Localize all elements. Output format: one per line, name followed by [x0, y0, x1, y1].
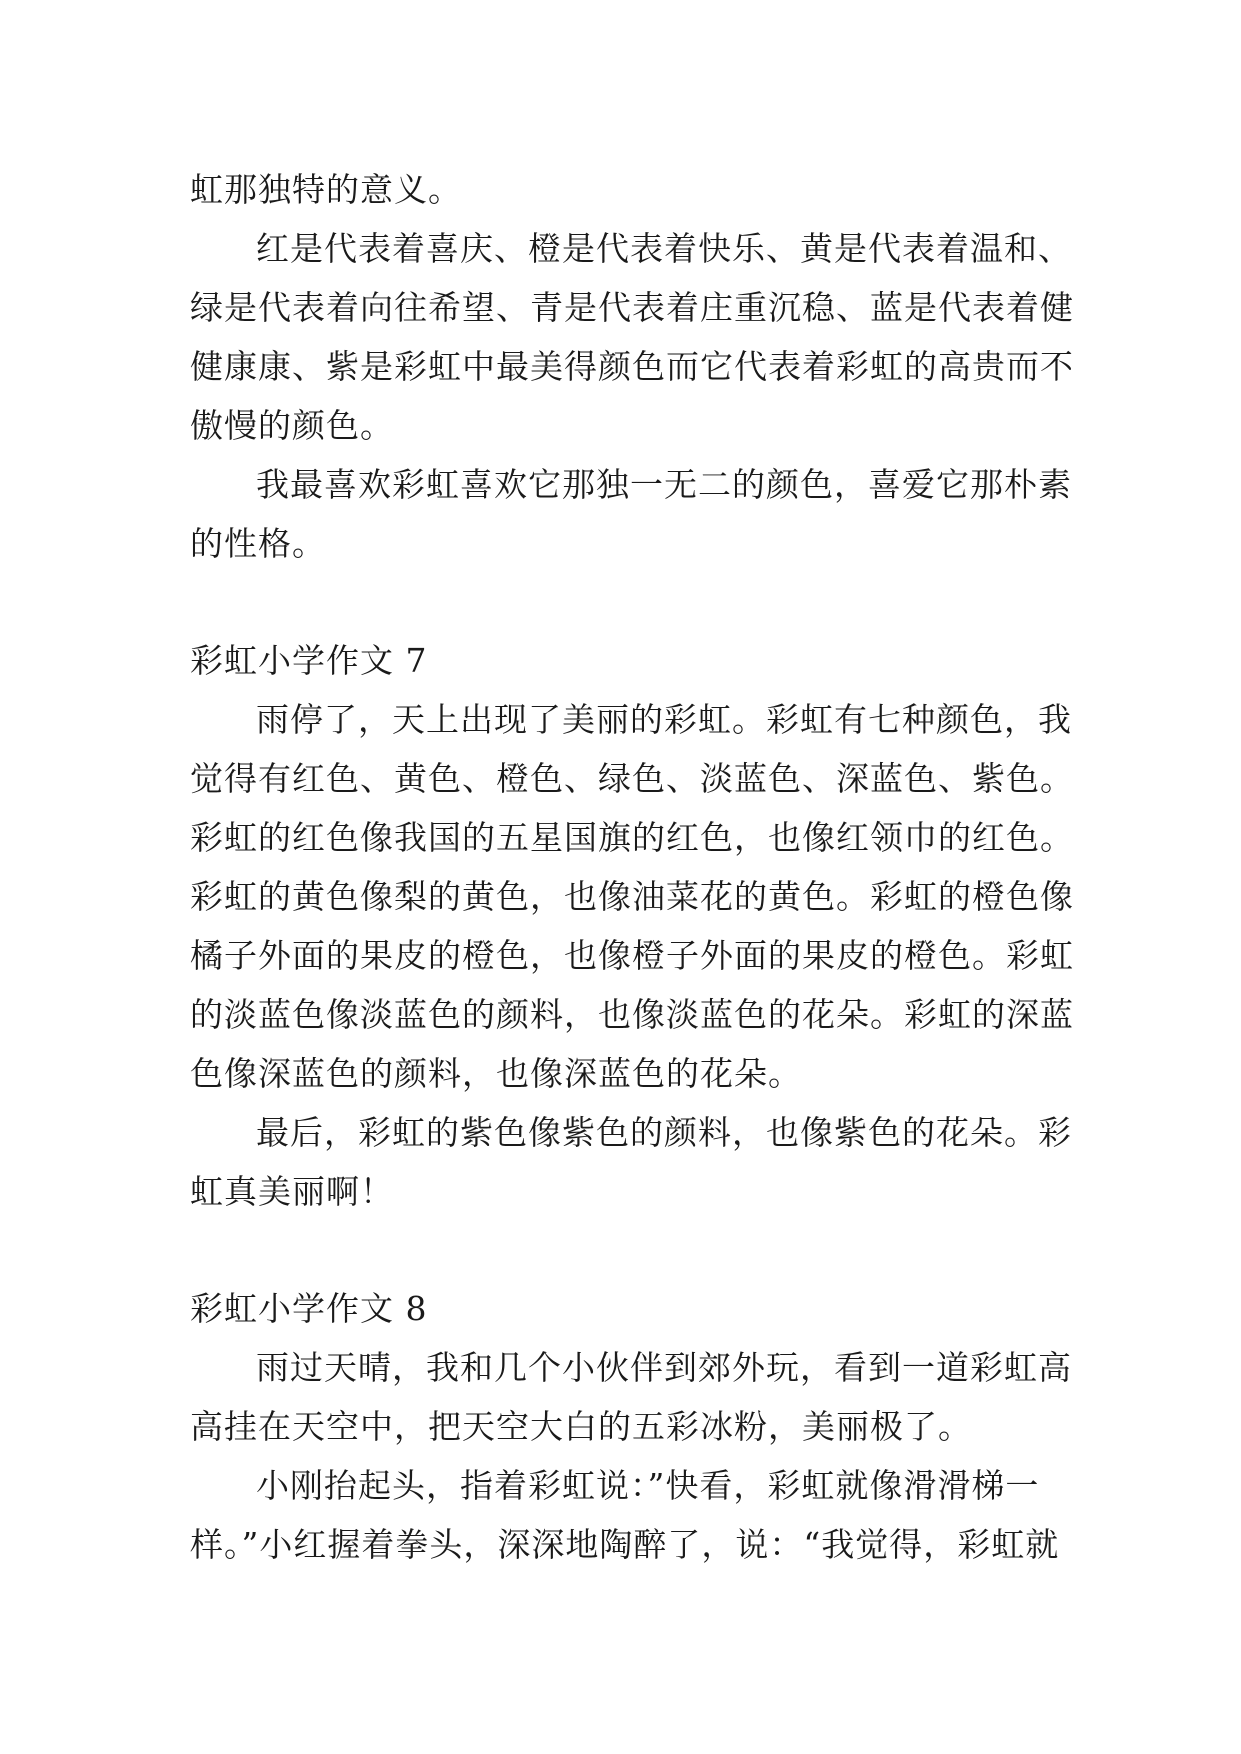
paragraph-line: 橘子外面的果皮的橙色，也像橙子外面的果皮的橙色。彩虹 — [190, 936, 1074, 975]
paragraph-line: 高挂在天空中，把天空大白的五彩冰粉，美丽极了。 — [190, 1407, 972, 1446]
paragraph — [190, 219, 1074, 455]
paragraph-line: 样。”小红握着拳头，深深地陶醉了，说：“我觉得，彩虹就 — [190, 1525, 1060, 1564]
section-gap — [190, 1221, 1050, 1279]
section-heading — [190, 631, 1050, 690]
paragraph-line: 彩虹的红色像我国的五星国旗的红色，也像红领巾的红色。 — [190, 818, 1074, 857]
paragraph-line: 雨停了，天上出现了美丽的彩虹。彩虹有七种颜色，我 — [256, 700, 1072, 739]
paragraph-line: 的性格。 — [190, 524, 326, 563]
document-page — [190, 160, 1074, 1574]
paragraph — [190, 690, 1074, 1103]
paragraph-line: 红是代表着喜庆、橙是代表着快乐、黄是代表着温和、 — [256, 229, 1072, 268]
paragraph — [190, 1338, 1072, 1456]
paragraph-line: 彩虹的黄色像梨的黄色，也像油菜花的黄色。彩虹的橙色像 — [190, 877, 1074, 916]
paragraph — [190, 160, 1050, 219]
paragraph — [190, 455, 1072, 573]
paragraph — [190, 1456, 1060, 1574]
paragraph-line: 的淡蓝色像淡蓝色的颜料，也像淡蓝色的花朵。彩虹的深蓝 — [190, 995, 1074, 1034]
paragraph-line: 雨过天晴，我和几个小伙伴到郊外玩，看到一道彩虹高 — [256, 1348, 1072, 1387]
heading-text: 彩虹小学作文 7 — [190, 641, 428, 680]
paragraph-line: 傲慢的颜色。 — [190, 406, 394, 445]
paragraph-line: 绿是代表着向往希望、青是代表着庄重沉稳、蓝是代表着健 — [190, 288, 1074, 327]
paragraph-line: 觉得有红色、黄色、橙色、绿色、淡蓝色、深蓝色、紫色。 — [190, 759, 1074, 798]
section-heading — [190, 1279, 1050, 1338]
heading-text: 彩虹小学作文 8 — [190, 1289, 428, 1328]
paragraph-line: 虹那独特的意义。 — [190, 170, 462, 209]
paragraph-line: 我最喜欢彩虹喜欢它那独一无二的颜色，喜爱它那朴素 — [256, 465, 1072, 504]
paragraph-line: 最后，彩虹的紫色像紫色的颜料，也像紫色的花朵。彩 — [256, 1113, 1072, 1152]
paragraph-line: 色像深蓝色的颜料，也像深蓝色的花朵。 — [190, 1054, 802, 1093]
section-gap — [190, 573, 1050, 631]
paragraph-line: 健康康、紫是彩虹中最美得颜色而它代表着彩虹的高贵而不 — [190, 347, 1074, 386]
paragraph-line: 虹真美丽啊！ — [190, 1172, 394, 1211]
paragraph-line: 小刚抬起头，指着彩虹说：”快看，彩虹就像滑滑梯一 — [256, 1466, 1040, 1505]
paragraph — [190, 1103, 1072, 1221]
